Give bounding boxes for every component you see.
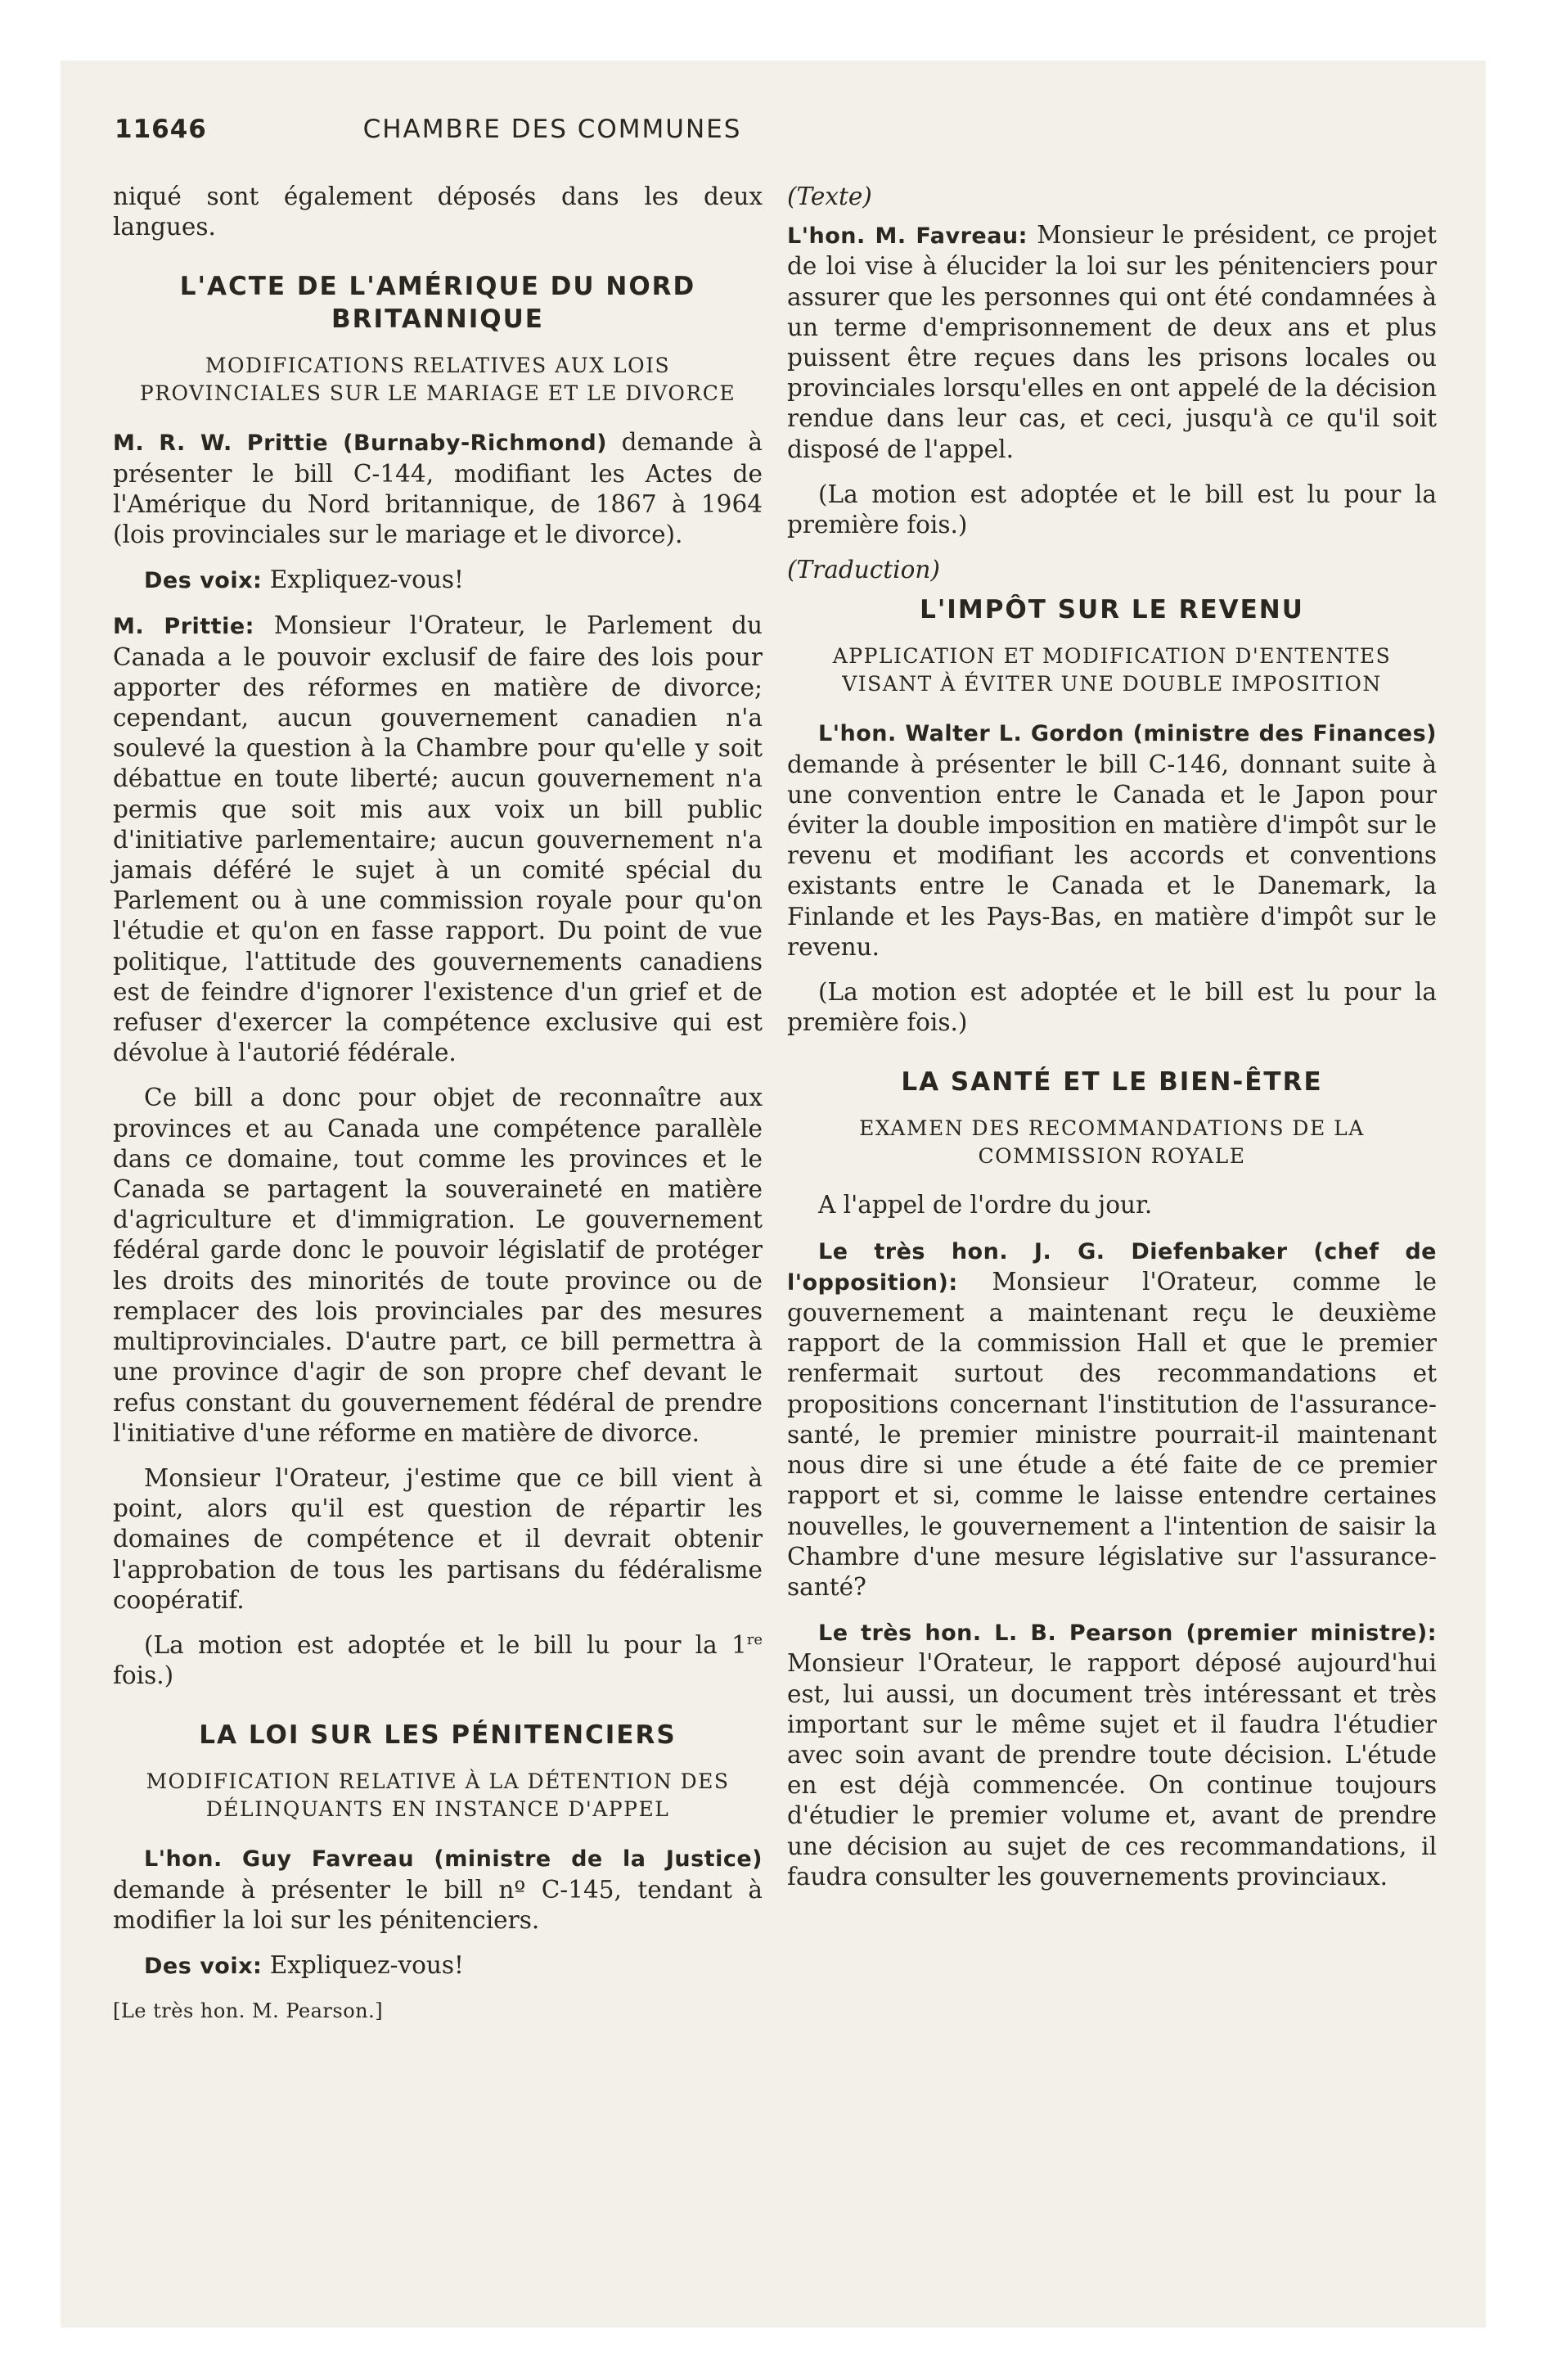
paragraph-prittie-motion <box>113 427 763 550</box>
motion-text-b: fois.) <box>113 1661 174 1690</box>
section-heading-income-tax: L'IMPÔT SUR LE REVENU <box>920 595 1304 625</box>
motion-text-a: (La motion est adoptée et le bill lu pour la 1 <box>144 1630 747 1659</box>
left-column <box>113 182 763 2026</box>
paragraph-motion-adopted <box>113 1630 763 1691</box>
page-footer: [Le très hon. M. Pearson.] <box>113 1999 384 2023</box>
running-title: CHAMBRE DES COMMUNES <box>362 115 742 144</box>
paragraph-text: Monsieur l'Orateur, comme le gouvernement a maintenant reçu le deuxième rapport de la commission Hall et que le premier renfermait surtout des recommandations et propositions concernant l'institution de l'assurance-santé, le premier ministre pourrait-il maintenant nous dire si une étude a été faite de ce premier rapport et si, comme le laisse entendre certaines nouvelles, le gouvernement a l'intention de saisir la Chambre d'une mesure législative sur l'assurance-santé? <box>787 1267 1437 1601</box>
paragraph-motion-adopted-3: (La motion est adoptée et le bill est lu pour la première fois.) <box>787 978 1437 1037</box>
paragraph-favreau-motion <box>113 1843 763 1936</box>
paragraph-pearson <box>787 1617 1437 1892</box>
speaker-name: Le très hon. J. G. Diefenbaker (chef de l'opposition): <box>787 1238 1437 1296</box>
paragraph-gordon-motion <box>787 718 1437 962</box>
speaker-name: M. Prittie: <box>113 614 254 640</box>
speaker-name: M. R. W. Prittie (Burnaby-Richmond) <box>113 430 608 457</box>
paragraph-text: demande à présenter le bill nº C-145, tendant à modifier la loi sur les pénitenciers. <box>113 1875 763 1934</box>
speaker-name: Le très hon. L. B. Pearson (premier ministre): <box>818 1620 1437 1647</box>
paragraph-text: Monsieur l'Orateur, le Parlement du Canada a le pouvoir exclusif de faire des lois pour apporter des réformes en matière de divorce; cependant, aucun gouvernement canadien n'a soulevé la question à la Chambre pour qu'elle y soit débattue en toute liberté; aucun gouvernement n'a permis que soit mis aux voix un bill public d'initiative parlementaire; aucun gouvernement n'a jamais déféré le sujet à un comité spécial du Parlement ou à une commission royale pour qu'on l'étudie et qu'on en fasse rapport. Du point de vue politique, l'attitude des gouvernements canadiens est de feindre d'ignorer l'existence d'un grief et de refuser d'exercer la compétence exclusive qui est dévolue à l'autorié fédérale. <box>113 611 763 1067</box>
section-heading-bna: L'ACTE DE L'AMÉRIQUE DU NORD BRITANNIQUE <box>179 272 696 335</box>
right-column <box>787 182 1437 1907</box>
paragraph-timely: Monsieur l'Orateur, j'estime que ce bill vient à point, alors qu'il est question de répartir les domaines de compétence et il devrait obtenir l'approbation de tous les partisans du fédéralisme coopératif. <box>113 1463 763 1614</box>
paragraph-orders-of-day: A l'appel de l'ordre du jour. <box>818 1191 1153 1219</box>
section-heading-penitentiaries: LA LOI SUR LES PÉNITENCIERS <box>199 1720 677 1751</box>
ordinal-superscript: re <box>746 1631 763 1649</box>
subheading-income-tax: APPLICATION ET MODIFICATION D'ENTENTES VISANT À ÉVITER UNE DOUBLE IMPOSITION <box>832 644 1392 696</box>
paragraph-diefenbaker <box>787 1236 1437 1602</box>
subheading-health: EXAMEN DES RECOMMANDATIONS DE LA COMMISSION ROYALE <box>859 1116 1365 1169</box>
paragraph-text: demande à présenter le bill C-144, modifiant les Actes de l'Amérique du Nord britannique, de 1867 à 1964 (lois provinciales sur le mariage et le divorce). <box>113 428 763 549</box>
paragraph-motion-adopted-2: (La motion est adoptée et le bill est lu pour la première fois.) <box>787 480 1437 539</box>
paragraph-favreau-explain <box>787 220 1437 465</box>
speaker-name: Des voix: <box>144 1953 263 1979</box>
paragraph-text: demande à présenter le bill C-146, donnant suite à une convention entre le Canada et le Japon pour éviter la double imposition en matière d'impôt sur le revenu et modifiant les accords et conventions existants entre le Canada et le Danemark, la Finlande et les Pays-Bas, en matière d'impôt sur le revenu. <box>787 750 1437 961</box>
speaker-name: L'hon. Walter L. Gordon (ministre des Finances) <box>818 721 1437 747</box>
speaker-name: L'hon. Guy Favreau (ministre de la Justice) <box>144 1846 763 1873</box>
paragraph-voices-2 <box>113 1950 763 1981</box>
paragraph-prittie-speech <box>113 611 763 1068</box>
running-header <box>115 115 990 157</box>
section-heading-health: LA SANTÉ ET LE BIEN-ÊTRE <box>901 1067 1323 1098</box>
page-number: 11646 <box>115 115 207 144</box>
paragraph-voices <box>113 565 763 596</box>
speaker-name: Des voix: <box>144 568 263 594</box>
language-note-text: (Texte) <box>787 183 872 210</box>
paragraph-text: Expliquez-vous! <box>262 1950 464 1979</box>
subheading-penitentiaries: MODIFICATION RELATIVE À LA DÉTENTION DES DÉLINQUANTS EN INSTANCE D'APPEL <box>146 1769 730 1822</box>
paragraph-text: Monsieur l'Orateur, le rapport déposé aujourd'hui est, lui aussi, un document très intéressant et très important sur le même sujet et il faudra l'étudier avec soin avant de prendre toute décision. L'étude en est déjà commencée. On continue toujours d'étudier le premier volume et, avant de prendre une décision au sujet de ces recommandations, il faudra consulter les gouvernements provinciaux. <box>787 1649 1437 1891</box>
paragraph-text: Expliquez-vous! <box>262 566 464 594</box>
continued-paragraph: niqué sont également déposés dans les deux langues. <box>113 183 763 241</box>
language-note-translation: (Traduction) <box>787 556 940 584</box>
subheading-bna: MODIFICATIONS RELATIVES AUX LOIS PROVINCIALES SUR LE MARIAGE ET LE DIVORCE <box>139 354 736 406</box>
paragraph-bill-purpose: Ce bill a donc pour objet de reconnaître aux provinces et au Canada une compétence parallèle dans ce domaine, tout comme les provinces et le Canada se partagent la souveraineté en matière d'agriculture et d'immigration. Le gouvernement fédéral garde donc le pouvoir législatif de protéger les droits des minorités de toute province ou de remplacer des lois provinciales par des mesures multiprovinciales. D'autre part, ce bill permettra à une province d'agir de son propre chef devant le refus constant du gouvernement fédéral de prendre l'initiative d'une réforme en matière de divorce. <box>113 1084 763 1447</box>
paragraph-text: Monsieur le président, ce projet de loi vise à élucider la loi sur les pénitenciers pour assurer que les personnes qui ont été condamnées à un terme d'emprisonnement de deux ans et plus puissent être reçues dans les prisons locales ou provinciales lorsqu'elles en ont appelé de la décision rendue dans leur cas, et ceci, jusqu'à ce qu'il soit disposé de l'appel. <box>787 221 1437 463</box>
speaker-name: L'hon. M. Favreau: <box>787 223 1028 250</box>
